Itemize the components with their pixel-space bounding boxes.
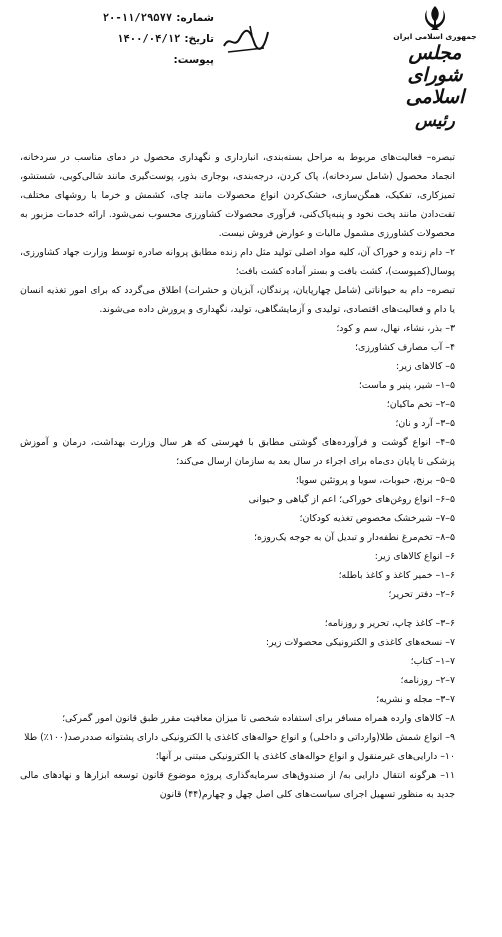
list-item: ۶–۱– خمیر کاغذ و کاغذ باطله؛ bbox=[338, 570, 455, 581]
list-item: ۵– کالاهای زیر: bbox=[396, 361, 455, 372]
number-value: ۲۰-۱۱/۲۹۵۷۷ bbox=[102, 12, 173, 24]
signature-icon bbox=[220, 20, 272, 60]
list-item: ۸– کالاهای وارده همراه مسافر برای استفاده شخصی تا میزان معافیت مقرر طبق قانون امور گمرکی؛ bbox=[62, 713, 455, 724]
paragraph: تبصره– فعالیت‌های مربوط به مراحل بسته‌بندی، انبارداری و نگهداری محصول در دمای مناسب در سردخانه، انجماد محصول (شامل سردخانه)، پاک کردن، درجه‌بندی، بوجاری بذور، پوست‌گیری مانند شالی‌کوبی، شستشو، تمیزکاری، تفکیک، همگن‌سازی، خشک‌کردن انواع محصولات مانند چای، کشمش و خرما با روشهای مختلف، تفت‌دادن مانند پخت نخود و پنبه‌پاک‌کنی، فرآوری محصولات کشاورزی محسوب نمی‌شود. ارائه خدمات مزبور به محصولات کشاورزی مشمول مالیات و عوارض فروش نیست. bbox=[20, 152, 455, 239]
list-item: ۳– بذر، نشاء، نهال، سم و کود؛ bbox=[336, 323, 455, 334]
list-item: ۵–۶– انواع روغن‌های خوراکی؛ اعم از گیاهی و حیوانی bbox=[248, 494, 455, 505]
paragraph: تبصره– دام به حیواناتی (شامل چهارپایان، پرندگان، آبزیان و حشرات) اطلاق می‌گردد که برای امور تغذیه انسان یا دام و فعالیت‌های اقتصادی، تولیدی و آزمایشگاهی، تولید، نگهداری و پرورش داده می‌شوند. bbox=[20, 285, 455, 315]
letter-body bbox=[20, 148, 483, 804]
date-value: ۱۴۰۰/۰۴/۱۲ bbox=[117, 33, 181, 45]
rais-text: رئیس bbox=[415, 111, 455, 131]
list-item: ۵–۴– انواع گوشت و فرآورده‌های گوشتی مطابق با فهرستی که هر سال وزارت بهداشت، درمان و آموزش پزشکی تا پایان دی‌ماه برای اجراء در سال بعد به سازمان ارسال می‌کند؛ bbox=[20, 437, 455, 467]
list-item: ۷–۱– کتاب؛ bbox=[410, 656, 455, 667]
attachment-row bbox=[14, 50, 214, 71]
list-item: ۵–۱– شیر، پنیر و ماست؛ bbox=[358, 380, 455, 391]
list-item: ۵–۳– آرد و نان؛ bbox=[395, 418, 455, 429]
list-item: ۷– نسخه‌های کاغذی و الکترونیکی محصولات زیر: bbox=[265, 637, 455, 648]
spacer bbox=[20, 604, 483, 614]
list-item: ۵–۲– تخم ماکیان؛ bbox=[386, 399, 455, 410]
list-item: ۹– انواع شمش طلا(وارداتی و داخلی) و انواع حواله‌های کاغذی یا الکترونیکی دارای پشتوانه صددرصد(۱۰۰٪) طلا bbox=[24, 732, 455, 743]
majlis-text: مجلس شورای اسلامی bbox=[405, 42, 465, 108]
paragraph: ۲– دام زنده و خوراک آن، کلیه مواد اصلی تولید مثل دام زنده مطابق پروانه صادره توسط وزارت جهاد کشاورزی، پوسال(کمپوست)، کشت بافت و بستر آماده کشت بافت؛ bbox=[20, 247, 455, 277]
list-item: ۱۰– دارایی‌های غیرمنقول و انواع حواله‌های کاغذی یا الکترونیکی مبتنی بر آنها؛ bbox=[155, 751, 455, 762]
list-item: ۴– آب مصارف کشاورزی؛ bbox=[355, 342, 455, 353]
iran-emblem-icon bbox=[421, 4, 449, 32]
list-item: ۷–۳– مجله و نشریه؛ bbox=[376, 694, 455, 705]
date-row bbox=[14, 29, 214, 50]
parliament-emblem-block bbox=[380, 4, 490, 131]
list-item: ۵–۷– شیرخشک مخصوص تغذیه کودکان؛ bbox=[299, 513, 455, 524]
list-item: ۵–۵– برنج، حبوبات، سویا و پروتئین سویا؛ bbox=[295, 475, 455, 486]
letter-meta bbox=[14, 8, 214, 71]
list-item: ۶–۳– کاغذ چاپ، تحریر و روزنامه؛ bbox=[324, 618, 455, 629]
attachment-label: پیوست: bbox=[173, 54, 214, 66]
list-item: ۵–۸– تخم‌مرغ نطفه‌دار و تبدیل آن به جوجه یک‌روزه؛ bbox=[253, 532, 455, 543]
republic-text: جمهوری اسلامی ایران bbox=[393, 32, 477, 41]
number-row bbox=[14, 8, 214, 29]
list-item: ۷–۲– روزنامه؛ bbox=[400, 675, 455, 686]
number-label: شماره: bbox=[176, 12, 214, 24]
list-item: ۶–۲– دفتر تحریر؛ bbox=[388, 589, 455, 600]
list-item: ۶– انواع کالاهای زیر: bbox=[374, 551, 455, 562]
date-label: تاریخ: bbox=[184, 33, 214, 45]
list-item: ۱۱– هرگونه انتقال دارایی به/ از صندوق‌های سرمایه‌گذاری پروژه موضوع قانون توسعه ابزارها و نهادهای مالی جدید به منظور تسهیل اجرای سیاست‌های کلی اصل چهل و چهارم(۴۴) قانون bbox=[20, 770, 455, 800]
